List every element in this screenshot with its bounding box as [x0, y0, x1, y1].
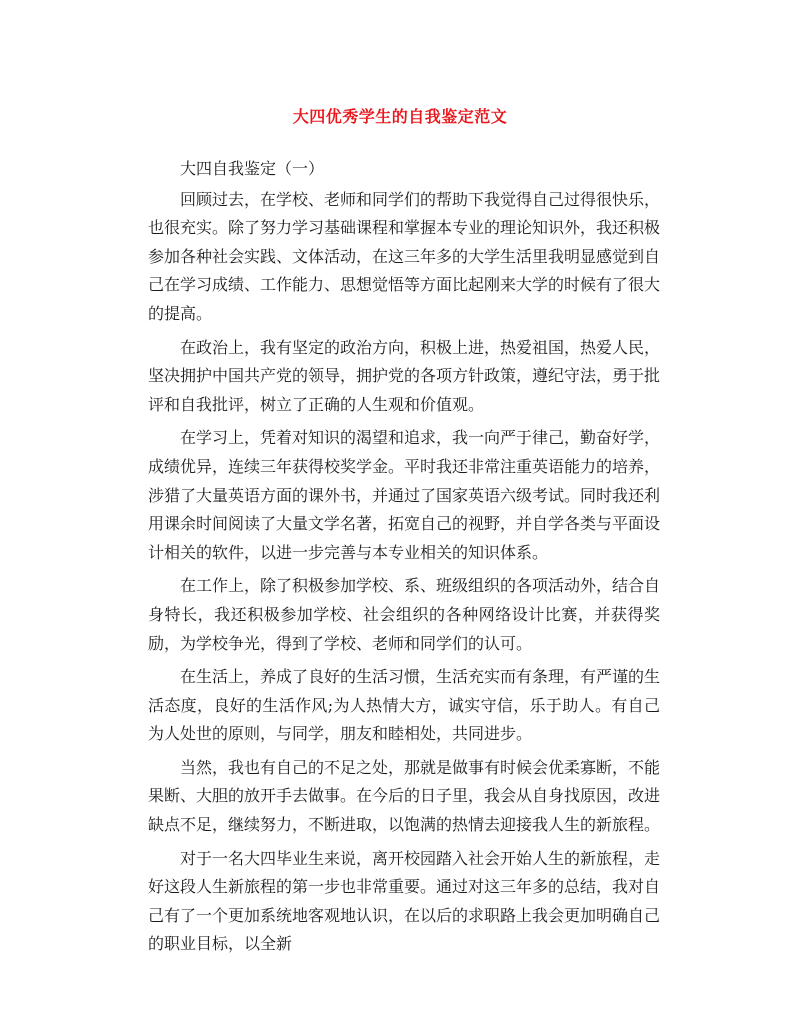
paragraph-life: 在生活上，养成了良好的生活习惯，生活充实而有条理，有严谨的生活态度，良好的生活作风;为人热情大方，诚实守信，乐于助人。有自己为人处世的原则，与同学，朋友和睦相处，共同进步。	[148, 667, 661, 744]
section-heading: 大四自我鉴定（一）	[180, 159, 325, 178]
paragraph-study: 在学习上，凭着对知识的渴望和追求，我一向严于律己，勤奋好学，成绩优异，连续三年获得校奖学金。平时我还非常注重英语能力的培养，涉猎了大量英语方面的课外书，并通过了国家英语六级考试。同时我还利用课余时间阅读了大量文学名著，拓宽自己的视野，并自学各类与平面设计相关的软件，以进一步完善与本专业相关的知识体系。	[148, 428, 661, 562]
document-title: 大四优秀学生的自我鉴定范文	[292, 107, 508, 126]
paragraph-work: 在工作上，除了积极参加学校、系、班级组织的各项活动外，结合自身特长，我还积极参加学校、社会组织的各种网络设计比赛，并获得奖励，为学校争光，得到了学校、老师和同学们的认可。	[148, 576, 661, 653]
document-body	[148, 155, 660, 964]
paragraph-politics: 在政治上，我有坚定的政治方向，积极上进，热爱祖国，热爱人民，坚决拥护中国共产党的领导，拥护党的各项方针政策，遵纪守法，勇于批评和自我批评，树立了正确的人生观和价值观。	[148, 337, 661, 414]
paragraph-review: 回顾过去，在学校、老师和同学们的帮助下我觉得自己过得很快乐，也很充实。除了努力学习基础课程和掌握本专业的理论知识外，我还积极参加各种社会实践、文体活动，在这三年多的大学生活里我明显感觉到自己在学习成绩、工作能力、思想觉悟等方面比起刚来大学的时候有了很大的提高。	[148, 189, 661, 323]
paragraph-shortcomings: 当然，我也有自己的不足之处，那就是做事有时候会优柔寡断，不能果断、大胆的放开手去做事。在今后的日子里，我会从自身找原因，改进缺点不足，继续努力，不断进取，以饱满的热情去迎接我人生的新旅程。	[148, 757, 661, 835]
paragraph-graduation: 对于一名大四毕业生来说，离开校园踏入社会开始人生的新旅程，走好这段人生新旅程的第一步也非常重要。通过对这三年多的总结，我对自己有了一个更加系统地客观地认识，在以后的求职路上我会更加明确自己的职业目标，以全新	[148, 848, 661, 954]
